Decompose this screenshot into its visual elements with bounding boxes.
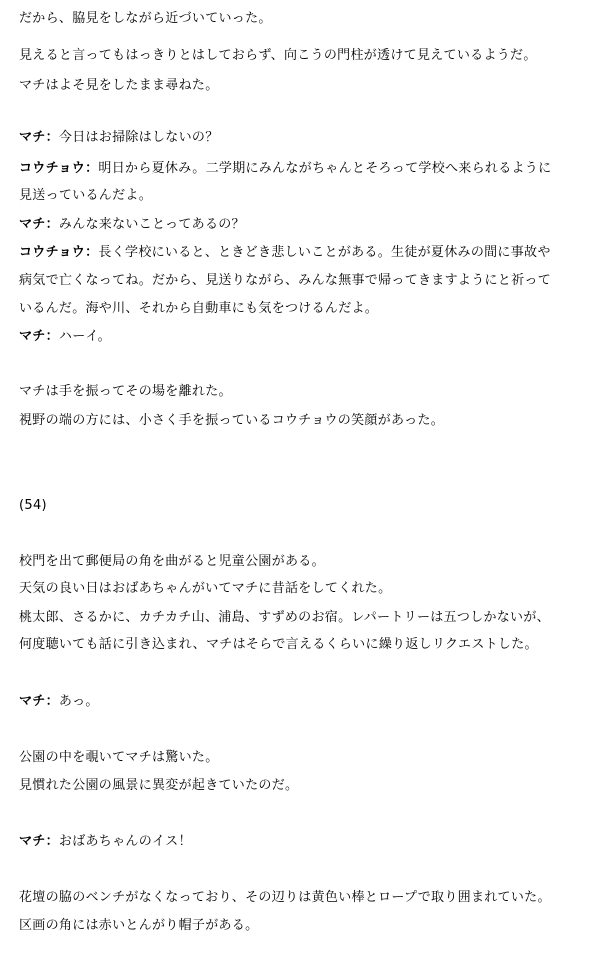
text-line: マチはよそ見をしたまま尋ねた。 bbox=[19, 78, 219, 93]
speaker-name: マチ： bbox=[19, 329, 59, 344]
dialogue-line bbox=[19, 694, 604, 710]
text-line: だから、脇見をしながら近づいていった。 bbox=[19, 11, 272, 26]
dialogue-text: あっ。 bbox=[58, 694, 99, 709]
text-line: マチは手を振ってその場を離れた。 bbox=[19, 384, 232, 399]
text-line: 視野の端の方には、小さく手を振っているコウチョウの笑顔があった。 bbox=[19, 413, 445, 428]
dialogue-text: ハーイ。 bbox=[58, 329, 111, 344]
dialogue-line bbox=[19, 130, 604, 146]
dialogue-text: おばあちゃんのイス！ bbox=[58, 834, 192, 849]
dialogue-text: 今日はお掃除はしないの？ bbox=[58, 130, 219, 145]
text-line: 見送っているんだよ。 bbox=[19, 188, 153, 203]
text-line: 見えると言ってもはっきりとはしておらず、向こうの門柱が透けて見えているようだ。 bbox=[19, 48, 537, 63]
dialogue-line bbox=[19, 161, 604, 177]
dialogue-text: 長く学校にいると、ときどき悲しいことがある。生徒が夏休みの間に事故や bbox=[98, 245, 551, 260]
text-line: 公園の中を覗いてマチは驚いた。 bbox=[19, 750, 219, 765]
section-number: (54) bbox=[19, 498, 47, 513]
text-line: いるんだ。海や川、それから自動車にも気をつけるんだよ。 bbox=[19, 301, 379, 316]
text-line: 桃太郎、さるかに、カチカチ山、浦島、すずめのお宿。レパートリーは五つしかないが、 bbox=[19, 610, 550, 625]
speaker-name: マチ： bbox=[19, 130, 59, 145]
dialogue-line bbox=[19, 329, 604, 345]
dialogue-line bbox=[19, 217, 604, 233]
text-line: 病気で亡くなってね。だから、見送りながら、みんな無事で帰ってきますようにと祈って bbox=[19, 273, 552, 288]
dialogue-line bbox=[19, 834, 604, 850]
dialogue-line bbox=[19, 245, 604, 261]
speaker-name: コウチョウ： bbox=[19, 245, 99, 260]
speaker-name: マチ： bbox=[19, 834, 59, 849]
text-line: 校門を出て郵便局の角を曲がると児童公園がある。 bbox=[19, 554, 325, 569]
text-line: 区画の角には赤いとんがり帽子がある。 bbox=[19, 918, 259, 933]
speaker-name: コウチョウ： bbox=[19, 161, 99, 176]
text-line: 花壇の脇のベンチがなくなっており、その辺りは黄色い棒とロープで取り囲まれていた。 bbox=[19, 890, 551, 905]
text-line: 天気の良い日はおばあちゃんがいてマチに昔話をしてくれた。 bbox=[19, 581, 392, 596]
text-line: 何度聴いても話に引き込まれ、マチはそらで言えるくらいに繰り返しリクエストした。 bbox=[19, 637, 538, 652]
text-line: 見慣れた公園の風景に異変が起きていたのだ。 bbox=[19, 778, 299, 793]
dialogue-text: みんな来ないことってあるの？ bbox=[58, 217, 245, 232]
speaker-name: マチ： bbox=[19, 694, 59, 709]
speaker-name: マチ： bbox=[19, 217, 59, 232]
dialogue-text: 明日から夏休み。二学期にみんながちゃんとそろって学校へ来られるように bbox=[98, 161, 552, 176]
